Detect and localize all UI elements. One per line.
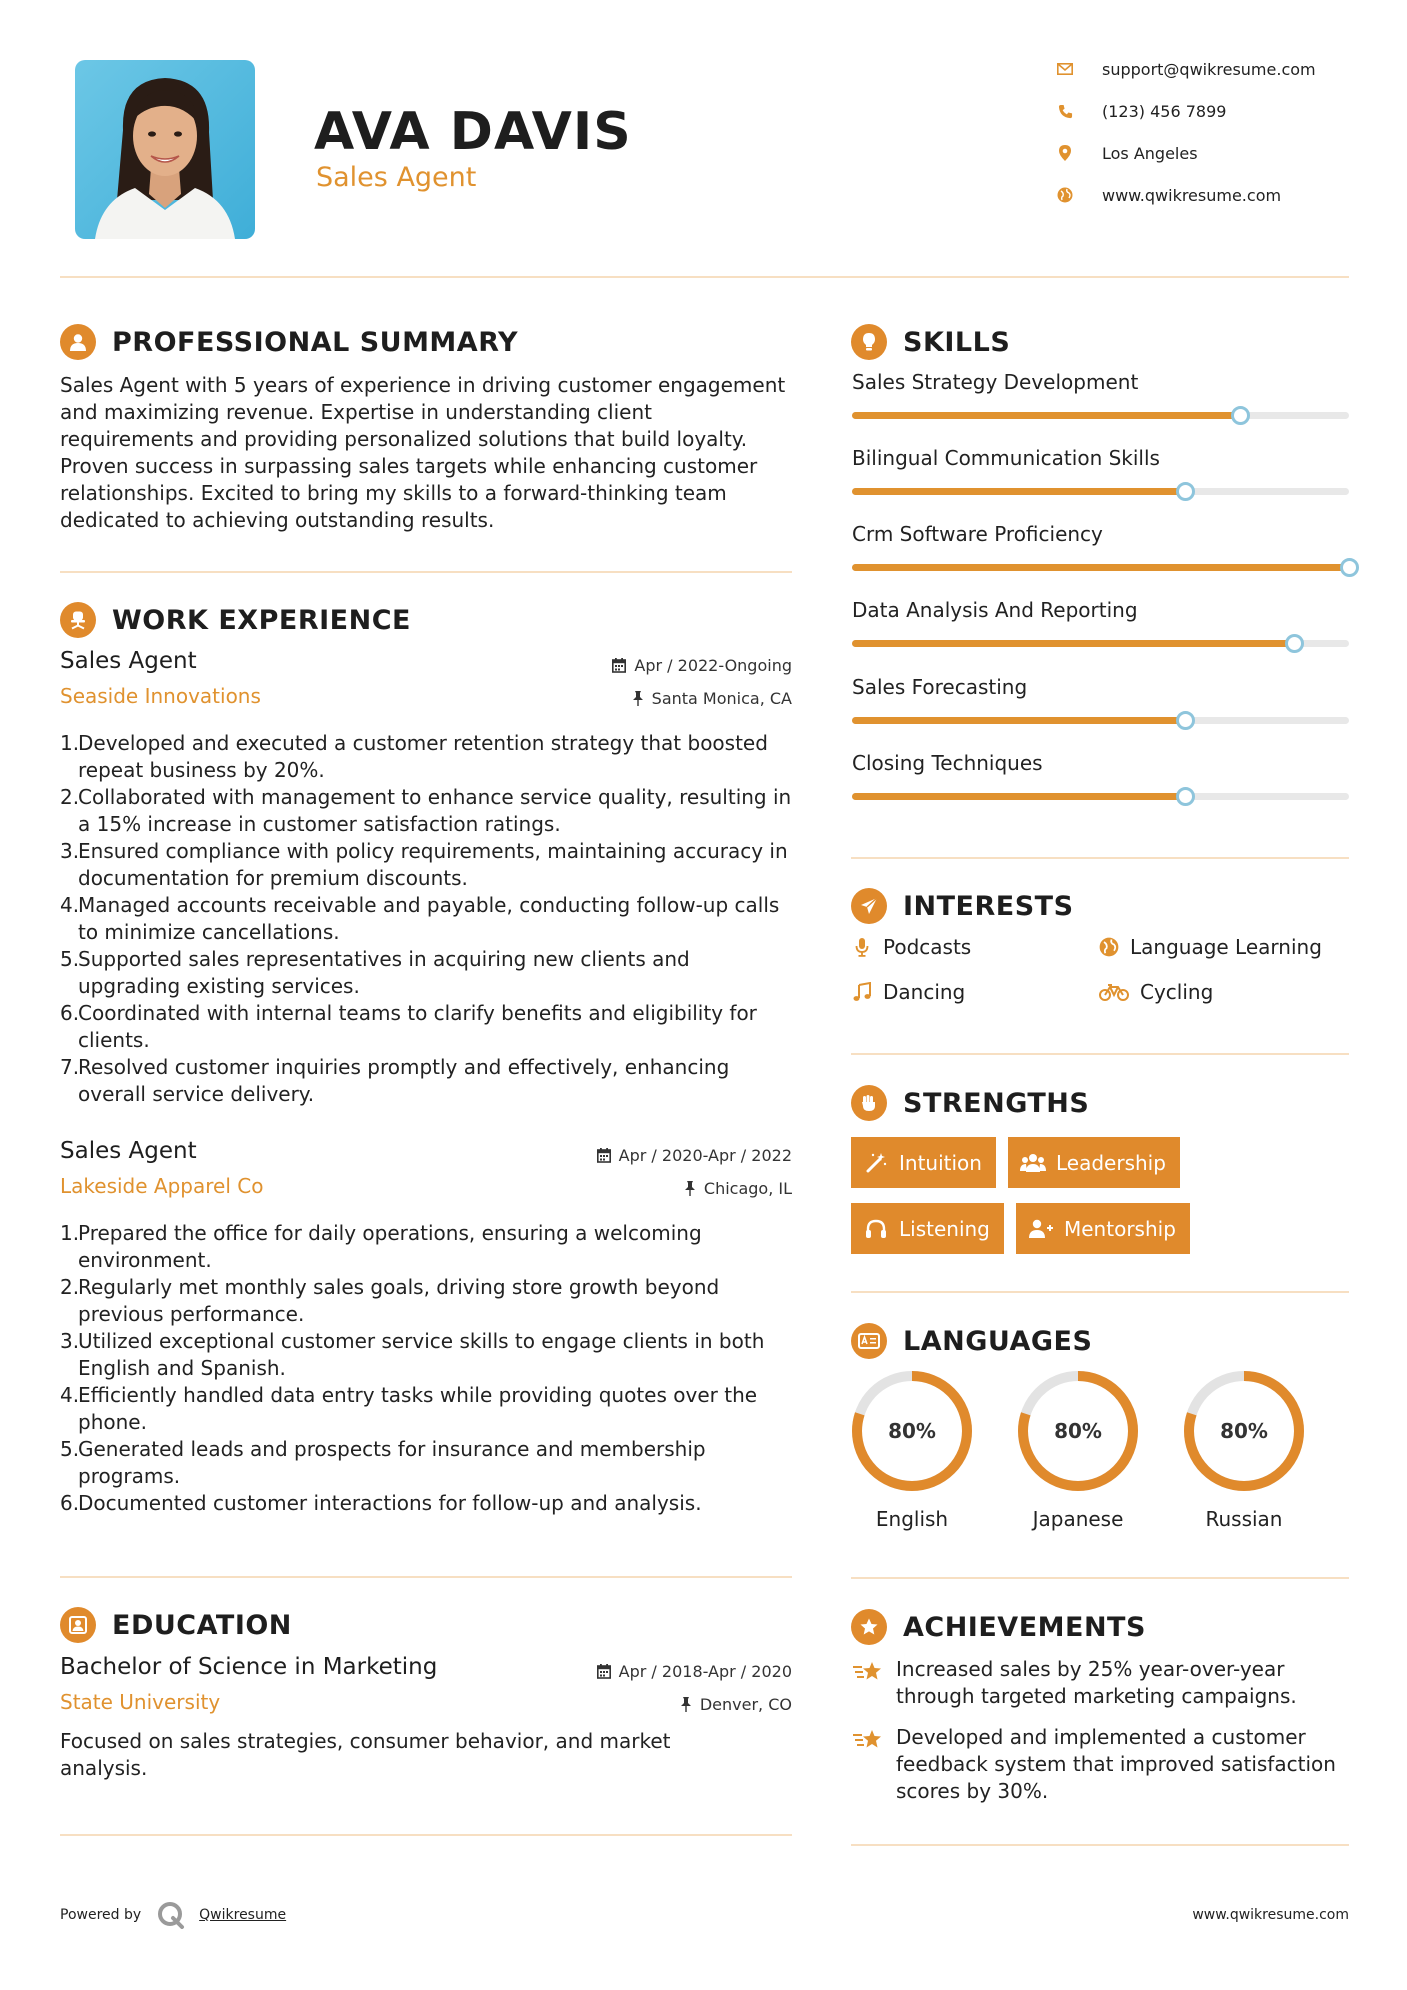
list-item: 6. Documented customer interactions for follow-up and analysis. — [60, 1491, 702, 1515]
pushpin-icon — [684, 1181, 696, 1196]
skill-level-bar — [852, 640, 1294, 647]
education-entry — [60, 1654, 792, 1724]
job-date — [597, 1146, 792, 1165]
phone-icon — [1056, 102, 1074, 120]
skill-level-bar — [852, 488, 1185, 495]
footer-brand-link[interactable]: Qwikresume — [199, 1907, 287, 1923]
language-percent: 80% — [1220, 1419, 1268, 1443]
job-location — [632, 689, 792, 708]
language-item — [850, 1369, 974, 1539]
summary-title: PROFESSIONAL SUMMARY — [112, 326, 519, 358]
job-date-text: Apr / 2022-Ongoing — [634, 656, 792, 675]
skill-item — [852, 675, 1350, 735]
bicycle-icon — [1098, 981, 1130, 1003]
lightbulb-icon — [851, 324, 887, 360]
contact-phone[interactable] — [1056, 99, 1226, 123]
contact-email-text: support@qwikresume.com — [1102, 59, 1316, 79]
contact-website[interactable] — [1056, 183, 1281, 207]
skill-level-handle — [1231, 406, 1250, 425]
candidate-role: Sales Agent — [316, 162, 477, 193]
skill-name: Sales Forecasting — [852, 675, 1028, 699]
skill-level-handle — [1176, 482, 1195, 501]
education-divider — [60, 1834, 792, 1836]
language-name: Russian — [1205, 1507, 1283, 1531]
skills-header — [851, 324, 1010, 360]
contact-location — [1056, 141, 1198, 165]
skill-track — [852, 412, 1349, 419]
experience-header — [60, 602, 411, 638]
languages-header — [851, 1323, 1092, 1359]
footer-powered-by: Powered by — [60, 1907, 142, 1923]
summary-text: Sales Agent with 5 years of experience in driving customer engagement and maximizing revenue. Expertise in understanding client requirements and providing personalized solutions that build loyalty. Proven success in surpassing sales targets while enhancing customer relationships. Excited to bring my skills to a forward-thinking team dedicated to achieving outstanding results. — [60, 373, 786, 532]
magic-wand-icon — [863, 1150, 889, 1176]
list-item: 7. Resolved customer inquiries promptly and effectively, enhancing overall service delivery. — [60, 1055, 730, 1106]
candidate-name: AVA DAVIS — [314, 102, 632, 162]
summary-divider — [60, 571, 792, 573]
education-header — [60, 1607, 292, 1643]
strength-tag — [1008, 1137, 1180, 1188]
graduate-icon — [60, 1607, 96, 1643]
interest-label: Podcasts — [883, 935, 972, 959]
list-item: 6. Coordinated with internal teams to clarify benefits and eligibility for clients. — [60, 1001, 757, 1052]
strength-tag — [851, 1137, 996, 1188]
strength-tag — [851, 1203, 1004, 1254]
skill-track — [852, 793, 1349, 800]
language-name: English — [875, 1507, 949, 1531]
list-item: 5. Generated leads and prospects for insurance and membership programs. — [60, 1437, 706, 1488]
language-percent: 80% — [1054, 1419, 1102, 1443]
header-divider — [60, 276, 1349, 278]
globe-icon — [1098, 936, 1120, 958]
job-location-text: Santa Monica, CA — [651, 689, 792, 708]
envelope-icon — [1056, 60, 1074, 78]
interest-item — [1098, 980, 1213, 1004]
experience-divider — [60, 1576, 792, 1578]
interest-item — [1098, 935, 1322, 959]
skills-divider — [851, 857, 1349, 859]
languages-divider — [851, 1577, 1349, 1579]
languages-title: LANGUAGES — [903, 1325, 1093, 1357]
skill-level-bar — [852, 564, 1349, 571]
music-note-icon — [851, 981, 873, 1003]
skill-name: Crm Software Proficiency — [852, 522, 1103, 546]
users-icon — [1020, 1150, 1046, 1176]
strengths-title: STRENGTHS — [903, 1087, 1090, 1119]
footer-attribution — [60, 1900, 286, 1930]
skill-level-bar — [852, 717, 1185, 724]
list-item: 2. Regularly met monthly sales goals, driving store growth beyond previous performance. — [60, 1275, 720, 1326]
job-company: Seaside Innovations — [60, 684, 261, 708]
skill-level-bar — [852, 793, 1185, 800]
list-item: 4. Efficiently handled data entry tasks while providing quotes over the phone. — [60, 1383, 758, 1434]
paper-plane-icon — [851, 888, 887, 924]
education-location-text: Denver, CO — [699, 1695, 792, 1714]
achievements-title: ACHIEVEMENTS — [903, 1611, 1146, 1643]
achievement-text: Developed and implemented a customer feedback system that improved satisfaction scores by 30%. — [896, 1725, 1336, 1803]
interests-title: INTERESTS — [903, 890, 1074, 922]
job-title: Sales Agent — [60, 1138, 197, 1164]
contact-website-text: www.qwikresume.com — [1102, 185, 1282, 205]
skill-level-handle — [1340, 558, 1359, 577]
skill-name: Bilingual Communication Skills — [852, 446, 1160, 470]
strengths-divider — [851, 1291, 1349, 1293]
list-item: 3. Utilized exceptional customer service skills to engage clients in both English and Spanish. — [60, 1329, 765, 1380]
job-responsibilities — [60, 730, 792, 1108]
strength-label: Leadership — [1056, 1150, 1166, 1175]
contact-email[interactable] — [1056, 57, 1316, 81]
star-badge-icon — [851, 1609, 887, 1645]
list-item: 5. Supported sales representatives in acquiring new clients and upgrading existing services. — [60, 947, 690, 998]
achievements-header — [851, 1609, 1146, 1645]
interests-header — [851, 888, 1074, 924]
strength-tag — [1016, 1203, 1190, 1254]
achievement-item — [852, 1724, 1352, 1805]
strength-label: Listening — [899, 1216, 990, 1241]
list-item: 2. Collaborated with management to enhance service quality, resulting in a 15% increase in customer satisfaction ratings. — [60, 785, 792, 836]
strengths-header — [851, 1085, 1089, 1121]
skill-level-handle — [1285, 634, 1304, 653]
skill-track — [852, 488, 1349, 495]
skill-item — [852, 598, 1350, 658]
education-date — [597, 1662, 792, 1681]
skill-level-handle — [1176, 711, 1195, 730]
skill-track — [852, 717, 1349, 724]
skill-item — [852, 522, 1350, 582]
microphone-icon — [851, 936, 873, 958]
globe-icon — [1056, 186, 1074, 204]
job-date-text: Apr / 2020-Apr / 2022 — [618, 1146, 792, 1165]
job-date — [612, 656, 792, 675]
interests-divider — [851, 1053, 1349, 1055]
map-pin-icon — [1056, 144, 1074, 162]
skill-item — [852, 370, 1350, 430]
interest-item — [851, 980, 965, 1004]
footer-website-link[interactable]: www.qwikresume.com — [1192, 1907, 1349, 1923]
skill-name: Closing Techniques — [852, 751, 1043, 775]
achievement-item — [852, 1656, 1352, 1710]
office-chair-icon — [60, 602, 96, 638]
profile-photo — [75, 60, 255, 239]
user-plus-icon — [1028, 1216, 1054, 1242]
strength-label: Intuition — [899, 1150, 982, 1175]
interest-label: Cycling — [1140, 980, 1214, 1004]
language-percent: 80% — [888, 1419, 936, 1443]
contact-phone-text: (123) 456 7899 — [1102, 101, 1227, 121]
list-item: 1. Developed and executed a customer retention strategy that boosted repeat business by 20%. — [60, 731, 768, 782]
headphones-icon — [863, 1216, 889, 1242]
language-card-icon — [851, 1323, 887, 1359]
job-entry — [60, 1138, 792, 1518]
skill-item — [852, 751, 1350, 811]
calendar-icon — [597, 1148, 611, 1163]
job-company: Lakeside Apparel Co — [60, 1174, 264, 1198]
pushpin-icon — [680, 1697, 692, 1712]
education-title: EDUCATION — [112, 1609, 292, 1641]
skill-track — [852, 640, 1349, 647]
education-degree: Bachelor of Science in Marketing — [60, 1654, 438, 1680]
skill-track — [852, 564, 1349, 571]
contact-location-text: Los Angeles — [1102, 143, 1198, 163]
language-name: Japanese — [1032, 1507, 1124, 1531]
job-entry — [60, 648, 792, 1108]
summary-header — [60, 324, 518, 360]
skill-level-bar — [852, 412, 1240, 419]
skill-level-handle — [1176, 787, 1195, 806]
job-title: Sales Agent — [60, 648, 197, 674]
calendar-icon — [612, 658, 626, 673]
interest-item — [851, 935, 971, 959]
shooting-star-icon — [852, 1656, 884, 1710]
qwikresume-logo-icon — [157, 1901, 185, 1929]
skill-name: Sales Strategy Development — [852, 370, 1139, 394]
skill-item — [852, 446, 1350, 506]
interest-label: Dancing — [883, 980, 966, 1004]
interest-label: Language Learning — [1130, 935, 1322, 959]
calendar-icon — [597, 1664, 611, 1679]
list-item: 3. Ensured compliance with policy requirements, maintaining accuracy in documentation for premium discounts. — [60, 839, 788, 890]
list-item: 4. Managed accounts receivable and payable, conducting follow-up calls to minimize cancellations. — [60, 893, 780, 944]
education-date-text: Apr / 2018-Apr / 2020 — [618, 1662, 792, 1681]
job-location — [684, 1179, 792, 1198]
strength-label: Mentorship — [1064, 1216, 1176, 1241]
achievements-divider — [851, 1844, 1349, 1846]
job-location-text: Chicago, IL — [703, 1179, 792, 1198]
user-icon — [60, 324, 96, 360]
experience-title: WORK EXPERIENCE — [112, 604, 411, 636]
language-item — [1182, 1369, 1306, 1539]
skills-title: SKILLS — [903, 326, 1011, 358]
shooting-star-icon — [852, 1724, 884, 1805]
list-item: 1. Prepared the office for daily operations, ensuring a welcoming environment. — [60, 1221, 702, 1272]
education-location — [680, 1695, 792, 1714]
skill-name: Data Analysis And Reporting — [852, 598, 1138, 622]
achievement-text: Increased sales by 25% year-over-year through targeted marketing campaigns. — [896, 1657, 1297, 1708]
fist-icon — [851, 1085, 887, 1121]
job-responsibilities — [60, 1220, 792, 1517]
language-item — [1016, 1369, 1140, 1539]
education-school: State University — [60, 1690, 221, 1714]
education-description: Focused on sales strategies, consumer behavior, and market analysis. — [60, 1729, 671, 1780]
pushpin-icon — [632, 691, 644, 706]
